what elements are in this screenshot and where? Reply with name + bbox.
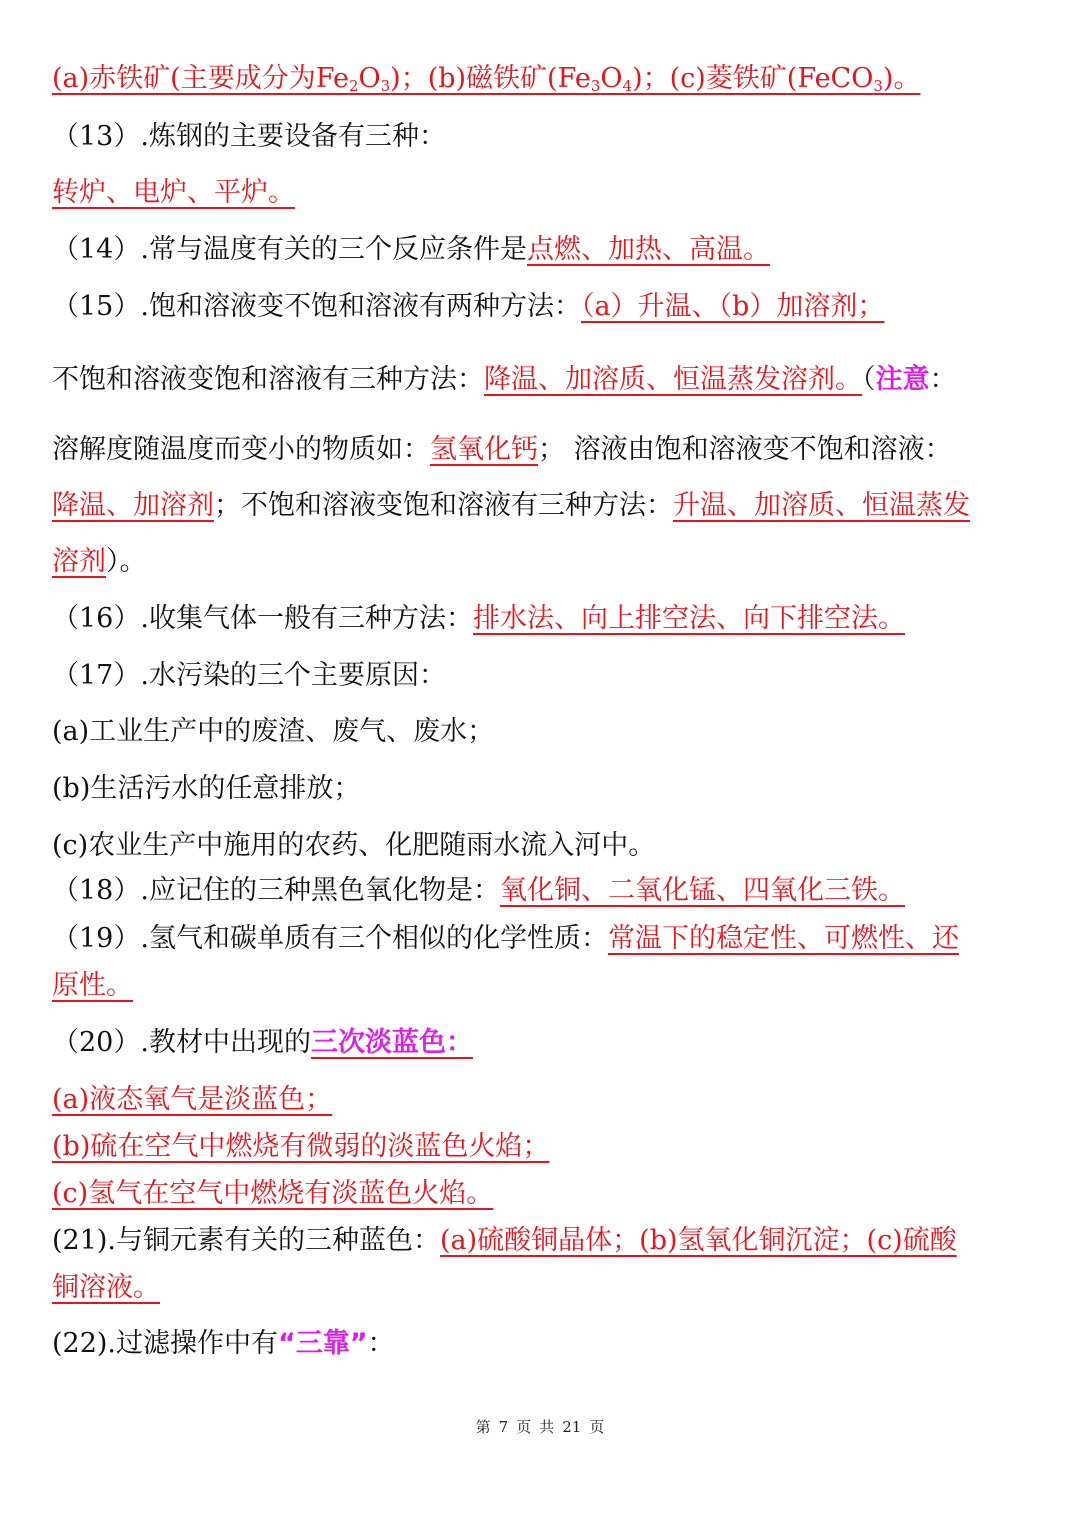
note-line-1: 溶解度随温度而变小的物质如：氢氧化钙； 溶液由饱和溶液变不饱和溶液： [52,434,952,465]
question-18: （18）.应记住的三种黑色氧化物是：氧化铜、二氧化锰、四氧化三铁。 [52,875,905,906]
answer-19-tail: 原性。 [52,970,133,1001]
answer-20a: (a)液态氧气是淡蓝色； [52,1084,333,1115]
question-14: （14）.常与温度有关的三个反应条件是点燃、加热、高温。 [52,234,770,265]
note-line-3: 溶剂）。 [52,546,147,577]
question-22: (22).过滤操作中有“三靠”： [52,1328,395,1359]
highlight-three-lean: “三靠” [278,1328,368,1359]
answer-20c: (c)氢气在空气中燃烧有淡蓝色火焰。 [52,1178,494,1209]
answer-13-line [52,176,295,210]
answer-20b: (b)硫在空气中燃烧有微弱的淡蓝色火焰； [52,1131,550,1162]
question-21: (21).与铜元素有关的三种蓝色：(a)硫酸铜晶体；(b)氢氧化铜沉淀；(c)硫酸 [52,1225,957,1256]
note-highlight: 注意 [875,364,930,395]
question-20: （20）.教材中出现的三次淡蓝色： [52,1027,473,1058]
answer-note-2: 升温、加溶质、恒温蒸发 [673,490,970,521]
question-15: （15）.饱和溶液变不饱和溶液有两种方法：（a）升温、（b）加溶剂； [52,291,885,322]
answer-20b-line [52,1130,549,1164]
answer-14: 点燃、加热、高温。 [526,234,770,265]
answer-13: 转炉、电炉、平炉。 [52,177,295,208]
answer-18: 氧化铜、二氧化锰、四氧化三铁。 [499,875,905,906]
answer-16: 排水法、向上排空法、向下排空法。 [472,603,905,634]
answer-21-cont [52,1271,160,1305]
total-pages: 21 [562,1418,582,1436]
line-iron-ores [52,62,920,96]
answer-19-cont [52,969,133,1003]
question-17: （17）.水污染的三个主要原因： [52,660,446,691]
answer-15a: （a）升温、（b）加溶剂； [580,291,885,322]
answer-17a: (a)工业生产中的废渣、废气、废水； [52,716,495,747]
question-19: （19）.氢气和碳单质有三个相似的化学性质：常温下的稳定性、可燃性、还 [52,923,959,954]
answer-20a-line [52,1083,332,1117]
answer-15b: 降温、加溶质、恒温蒸发溶剂。 [484,364,862,395]
answer-note-3: 溶剂 [52,546,106,577]
answer-17b: (b)生活污水的任意排放； [52,773,361,804]
answer-19: 常温下的稳定性、可燃性、还 [607,923,959,954]
answer-calcium-hydroxide: 氢氧化钙 [430,434,538,465]
page-footer: 第 7 页 共 21 页 [475,1418,605,1436]
note-line-2: 降温、加溶剂；不饱和溶液变饱和溶液有三种方法：升温、加溶质、恒温蒸发 [52,490,970,521]
answer-note-1: 降温、加溶剂 [52,490,214,521]
page-number: 7 [498,1418,509,1436]
answer-17c: (c)农业生产中施用的农药、化肥随雨水流入河中。 [52,830,656,861]
highlight-light-blue: 三次淡蓝色： [310,1027,473,1058]
question-13: （13）.炼钢的主要设备有三种： [52,121,446,152]
answer-20c-line [52,1177,493,1211]
question-16: （16）.收集气体一般有三种方法：排水法、向上排空法、向下排空法。 [52,603,905,634]
answer-21: (a)硫酸铜晶体；(b)氢氧化铜沉淀；(c)硫酸 [440,1225,957,1256]
answer-iron-ores: (a)赤铁矿(主要成分为$Fe_2O_3$)；(b)磁铁矿$(Fe_3O_4)$；(c)菱铁矿(FeCO$_3$)。 [52,63,921,95]
question-15b: 不饱和溶液变饱和溶液有三种方法：降温、加溶质、恒温蒸发溶剂。（注意： [52,364,957,395]
answer-21-tail: 铜溶液。 [52,1272,160,1303]
